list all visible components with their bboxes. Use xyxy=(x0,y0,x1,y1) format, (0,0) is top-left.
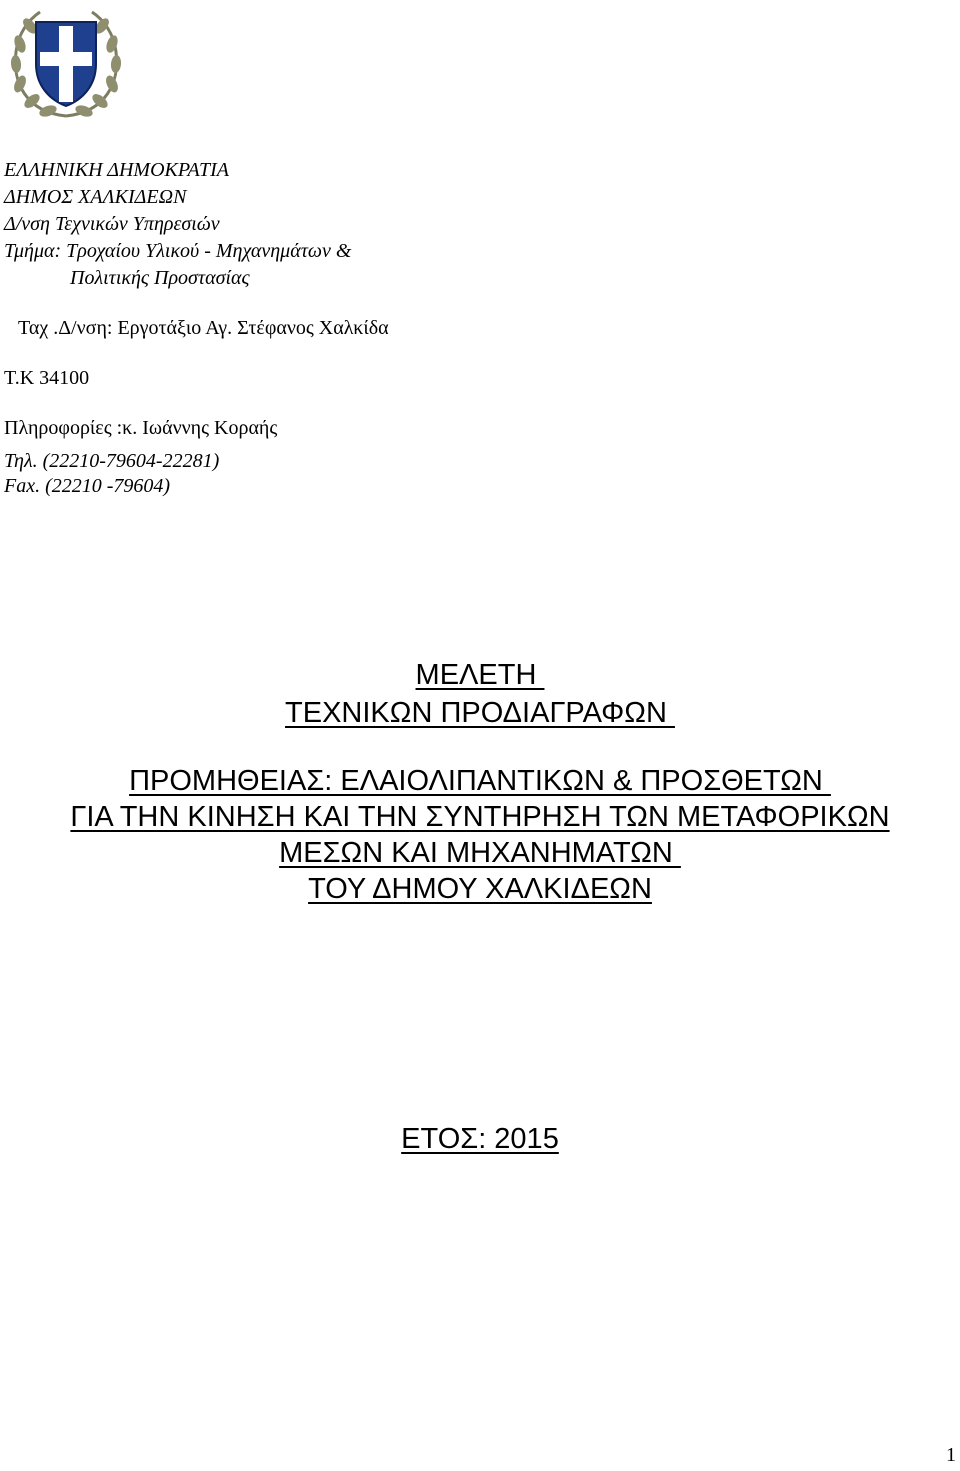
study-title-line1: ΜΕΛΕΤΗ xyxy=(415,659,545,691)
hellenic-republic-emblem-icon xyxy=(6,4,126,124)
header-phone: Τηλ. (22210-79604-22281) xyxy=(4,450,220,472)
page-number: 1 xyxy=(946,1444,956,1466)
subject-line-3: ΜΕΣΩΝ ΚΑΙ ΜΗΧΑΝΗΜΑΤΩΝ xyxy=(279,837,681,869)
header-directorate: Δ/νση Τεχνικών Υπηρεσιών xyxy=(4,213,220,235)
header-address: Ταχ .Δ/νση: Εργοτάξιο Αγ. Στέφανος Χαλκίδα xyxy=(18,317,389,339)
study-title-line2: ΤΕΧΝΙΚΩΝ ΠΡΟΔΙΑΓΡΑΦΩΝ xyxy=(285,697,675,729)
header-department-cont: Πολιτικής Προστασίας xyxy=(70,267,250,289)
subject-line-4: ΤΟΥ ΔΗΜΟΥ ΧΑΛΚΙΔΕΩΝ xyxy=(308,873,652,905)
subject-line-1: ΠΡΟΜΗΘΕΙΑΣ: ΕΛΑΙΟΛΙΠΑΝΤΙΚΩΝ & ΠΡΟΣΘΕΤΩΝ xyxy=(129,765,831,797)
header-postal-code: Τ.Κ 34100 xyxy=(4,367,90,389)
header-info: Πληροφορίες :κ. Ιωάννης Κοραής xyxy=(4,417,278,439)
header-municipality: ΔΗΜΟΣ ΧΑΛΚΙΔΕΩΝ xyxy=(4,186,187,208)
header-department: Τμήμα: Τροχαίου Υλικού - Μηχανημάτων & xyxy=(4,240,352,262)
study-year: ΕΤΟΣ: 2015 xyxy=(401,1123,559,1155)
subject-line-2: ΓΙΑ ΤΗΝ ΚΙΝΗΣΗ ΚΑΙ ΤΗΝ ΣΥΝΤΗΡΗΣΗ ΤΩΝ ΜΕΤΑΦΟΡΙΚΩΝ xyxy=(70,801,890,833)
header-country: ΕΛΛΗΝΙΚΗ ΔΗΜΟΚΡΑΤΙΑ xyxy=(4,159,229,181)
header-fax: Fax. (22210 -79604) xyxy=(4,475,171,497)
